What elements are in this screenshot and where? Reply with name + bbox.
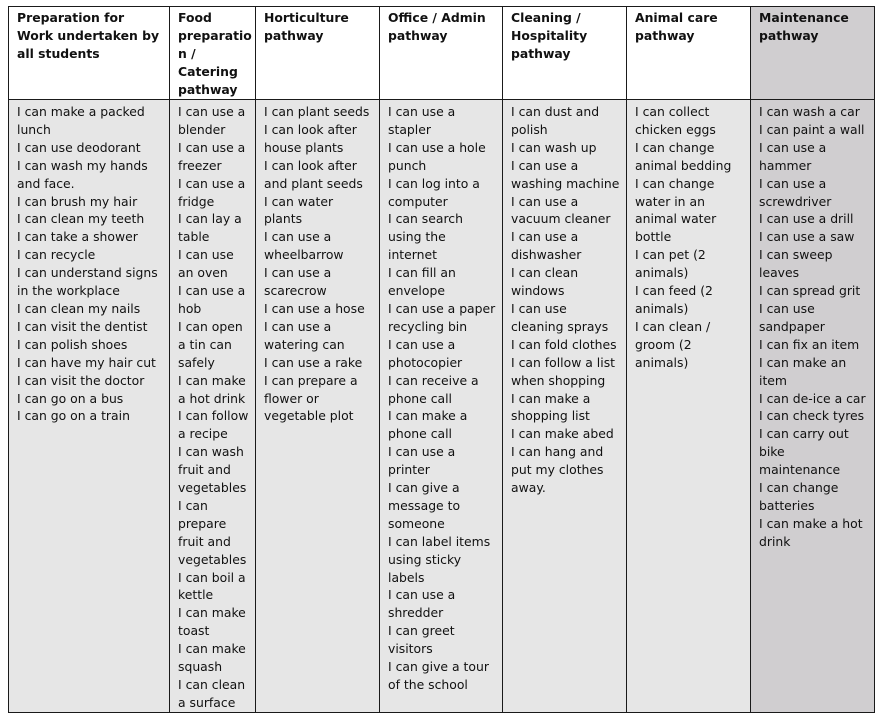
skill-item: I can use a drill <box>759 211 854 227</box>
skill-item: I can make a shopping list <box>511 390 591 424</box>
skill-item: I can search using the internet <box>388 211 463 263</box>
skill-item: I can use a wheelbarrow <box>264 229 344 263</box>
skill-item: I can collect chicken eggs <box>635 104 716 137</box>
skill-item: I can use a photocopier <box>388 336 463 370</box>
skill-item: I can go on a train <box>17 408 130 424</box>
skill-item: I can boil a kettle <box>178 569 246 603</box>
column-header-animal-care: Animal care pathway <box>627 7 751 100</box>
skill-item: I can dust and polish <box>511 104 600 137</box>
skills-cell-horticulture <box>256 100 380 713</box>
skill-item: I can understand signs in the workplace <box>17 265 158 299</box>
skill-item: I can use a fridge <box>178 175 246 209</box>
skills-cell-office-admin <box>380 100 503 713</box>
skill-item: I can use an oven <box>178 247 234 281</box>
skill-item: I can use a hammer <box>759 139 827 173</box>
skill-item: I can give a message to someone <box>388 480 461 531</box>
skill-item: I can fold clothes <box>511 336 617 352</box>
skill-item: I can prepare fruit and vegetables <box>178 497 247 567</box>
skill-item: I can receive a phone call <box>388 372 479 406</box>
skill-item: I can make squash <box>178 641 246 675</box>
skill-item: I can go on a bus <box>17 390 124 406</box>
skills-row <box>9 100 875 713</box>
skill-item: I can make a hot drink <box>178 372 246 406</box>
skill-item: I can use a paper recycling bin <box>388 300 496 334</box>
skill-item: I can make toast <box>178 605 246 639</box>
skill-item: I can fill an envelope <box>388 265 456 299</box>
skill-item: I can follow a list when shopping <box>511 354 616 388</box>
skill-item: I can change animal bedding <box>635 139 732 173</box>
skill-item: I can greet visitors <box>388 623 455 657</box>
skill-item: I can make a phone call <box>388 408 468 442</box>
pathways-table <box>8 6 875 713</box>
skill-item: I can give a tour of the school <box>388 659 489 692</box>
skill-item: I can clean my teeth <box>17 211 145 227</box>
skill-item: I can hang and put my clothes away. <box>511 444 604 496</box>
skill-item: I can water plants <box>264 193 334 227</box>
skill-item: I can clean a surface <box>178 677 246 710</box>
skill-item: I can look after house plants <box>264 121 357 155</box>
skill-item: I can pet (2 animals) <box>635 247 706 281</box>
skill-item: I can use a hole punch <box>388 139 486 173</box>
skills-cell-maintenance <box>751 100 875 713</box>
skill-item: I can label items using sticky labels <box>388 533 491 585</box>
skill-item: I can wash fruit and vegetables <box>178 444 247 496</box>
header-row <box>9 7 875 100</box>
skill-item: I can follow a recipe <box>178 408 249 442</box>
skill-item: I can use a scarecrow <box>264 265 332 299</box>
skill-item: I can take a shower <box>17 229 138 245</box>
skill-item: I can use a shredder <box>388 587 456 621</box>
column-header-maintenance: Maintenance pathway <box>751 7 875 100</box>
skill-item: I can look after and plant seeds <box>264 157 363 191</box>
skill-item: I can wash a car <box>759 104 860 119</box>
skill-item: I can carry out bike maintenance <box>759 426 849 478</box>
skill-item: I can wash up <box>511 139 597 155</box>
skill-item: I can spread grit <box>759 283 861 299</box>
skill-item: I can paint a wall <box>759 121 865 137</box>
column-header-cleaning-hospitality: Cleaning / Hospitality pathway <box>503 7 627 100</box>
skill-item: I can make abed <box>511 426 614 442</box>
skill-item: I can use a hob <box>178 283 246 316</box>
skill-item: I can use a screwdriver <box>759 175 832 209</box>
skill-item: I can use a hose <box>264 300 365 316</box>
skills-cell-food-preparation <box>170 100 256 713</box>
skill-item: I can prepare a flower or vegetable plot <box>264 372 358 424</box>
skill-item: I can log into a computer <box>388 175 480 209</box>
skill-item: I can de-ice a car <box>759 390 866 406</box>
skill-item: I can use a vacuum cleaner <box>511 193 611 227</box>
skill-item: I can use a stapler <box>388 104 456 137</box>
skill-item: I can open a tin can safely <box>178 318 243 370</box>
skill-item: I can use deodorant <box>17 139 141 155</box>
skill-item: I can use a blender <box>178 104 246 137</box>
skill-item: I can lay a table <box>178 211 242 245</box>
skill-item: I can sweep leaves <box>759 247 833 281</box>
column-header-office-admin: Office / Admin pathway <box>380 7 503 100</box>
skill-item: I can make an item <box>759 354 847 388</box>
skill-item: I can clean / groom (2 animals) <box>635 318 711 370</box>
skills-cell-preparation-for-work <box>9 100 170 713</box>
skill-item: I can visit the doctor <box>17 372 145 388</box>
skills-cell-cleaning-hospitality <box>503 100 627 713</box>
column-header-preparation-for-work: Preparation for Work undertaken by all students <box>9 7 170 100</box>
skill-item: I can use a printer <box>388 444 456 478</box>
skill-item: I can use sandpaper <box>759 300 825 334</box>
skill-item: I can use a saw <box>759 229 855 245</box>
skill-item: I can make a packed lunch <box>17 104 145 137</box>
skill-item: I can check tyres <box>759 408 865 424</box>
column-header-food-preparation: Food preparatio n / Catering pathway <box>170 7 256 100</box>
skill-item: I can recycle <box>17 247 96 263</box>
skill-item: I can polish shoes <box>17 336 128 352</box>
skill-item: I can use a washing machine <box>511 157 620 191</box>
skill-item: I can wash my hands and face. <box>17 157 148 191</box>
skill-item: I can change water in an animal water bottle <box>635 175 717 245</box>
skill-item: I can change batteries <box>759 480 839 513</box>
skill-item: I can plant seeds <box>264 104 370 119</box>
skill-item: I can use a rake <box>264 354 363 370</box>
skill-item: I can use a dishwasher <box>511 229 582 263</box>
column-header-horticulture: Horticulture pathway <box>256 7 380 100</box>
skill-item: I can feed (2 animals) <box>635 283 713 316</box>
skill-item: I can fix an item <box>759 336 860 352</box>
skill-item: I can use a freezer <box>178 139 246 173</box>
skill-item: I can use a watering can <box>264 318 345 352</box>
skill-item: I can brush my hair <box>17 193 138 209</box>
skill-item: I can use cleaning sprays <box>511 300 609 334</box>
skill-item: I can make a hot drink <box>759 515 863 549</box>
skills-cell-animal-care <box>627 100 751 713</box>
skill-item: I can clean my nails <box>17 300 141 316</box>
skill-item: I can visit the dentist <box>17 318 148 334</box>
skill-item: I can clean windows <box>511 265 579 299</box>
skill-item: I can have my hair cut <box>17 354 156 370</box>
